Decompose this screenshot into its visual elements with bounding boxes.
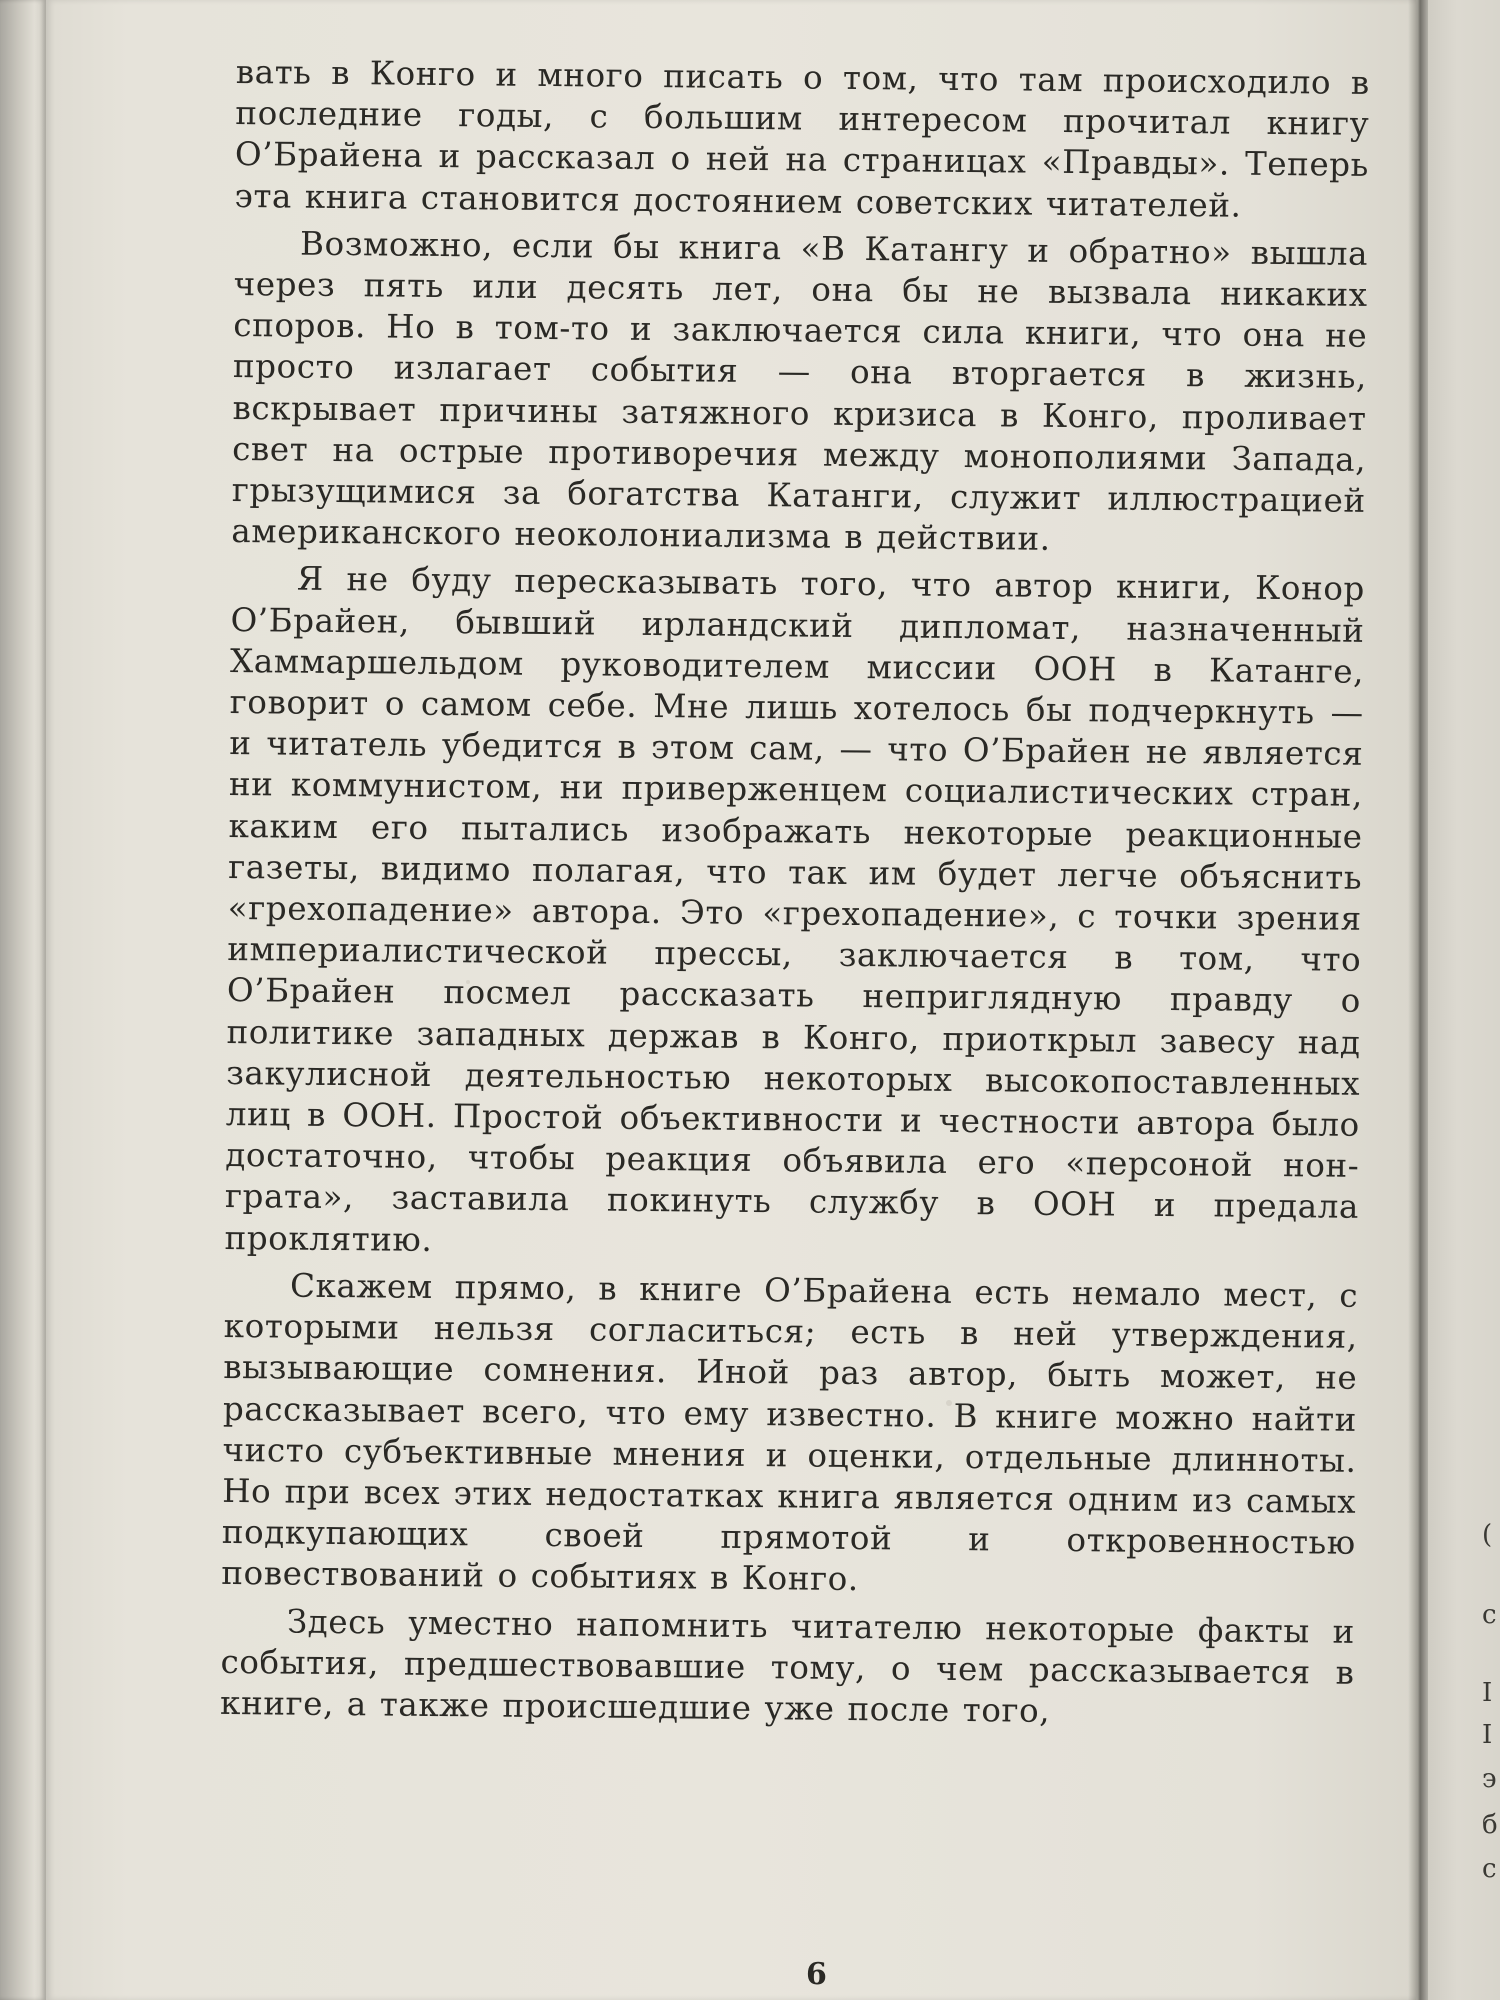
body-text (220, 52, 1370, 1741)
facing-page-char: э (1482, 1764, 1497, 1794)
paragraph: Я не буду пересказывать того, что автор книги, Конор О’Брайен, бывший ирландский дипломат, назначенный Хаммаршельдом руководителем миссии ООН в Катанге, говорит о самом себе. Мне лишь хотелось бы подчеркнуть — и читатель убедится в этом сам, — что О’Брайен не является ни коммунистом, ни приверженцем социалистических стран, каким его пытались изображать некоторые реакционные газеты, видимо полагая, что так им будет легче объяснить «грехопадение» автора. Это «грехопадение», с точки зрения империалистической прессы, заключается в том, что О’Брайен посмел рассказать неприглядную правду о политике западных держав в Конго, приоткрыл завесу над закулисной деятельностью некоторых высокопоставленных лиц в ООН. Простой объективности и честности автора было достаточно, чтобы реакция объявила его «персоной нон-грата», заставила покинуть службу в ООН и предала проклятию. (224, 560, 1366, 1259)
book-cover-edge (0, 0, 46, 2000)
facing-page-char: I (1482, 1720, 1493, 1750)
facing-page-char: б (1482, 1810, 1498, 1840)
facing-page-char: I (1482, 1678, 1493, 1708)
binding-gutter (1408, 0, 1430, 2000)
paragraph: Здесь уместно напомнить читателю некоторые факты и события, предшествовавшие тому, о чем рассказывается в книге, а также происшедшие уже после того, (219, 1602, 1356, 1730)
page-number: 6 (806, 1957, 827, 1992)
paragraph: Скажем прямо, в книге О’Брайена есть немало мест, с которыми нельзя согласиться; есть в ней утверждения, вызывающие сомнения. Иной раз автор, быть может, не рассказывает всего, что ему известно. В книге можно найти чисто субъективные мнения и оценки, отдельные длинноты. Но при всех этих недостатках книга является одним из самых подкупающих своей прямотой и откровенностью повествований о событиях в Конго. (221, 1266, 1359, 1599)
paragraph: Возможно, если бы книга «В Катангу и обратно» вышла через пять или десять лет, она бы не вызвала никаких споров. Но в том-то и заключается сила книги, что она не просто излагает события — она вторгается в жизнь, вскрывает причины затяжного кризиса в Конго, проливает свет на острые противоречия между монополиями Запада, грызущимися за богатства Катанги, служит иллюстрацией американского неоколониализма в действии. (231, 224, 1369, 559)
facing-page-char: ( (1482, 1520, 1493, 1550)
facing-page-char: с (1482, 1600, 1497, 1630)
paragraph: вать в Конго и много писать о том, что там происходило в последние годы, с большим интересом прочитал книгу О’Брайена и рассказал о ней на страницах «Правды». Теперь эта книга становится достоянием советских читателей. (234, 52, 1370, 225)
facing-page-char: с (1482, 1854, 1497, 1884)
